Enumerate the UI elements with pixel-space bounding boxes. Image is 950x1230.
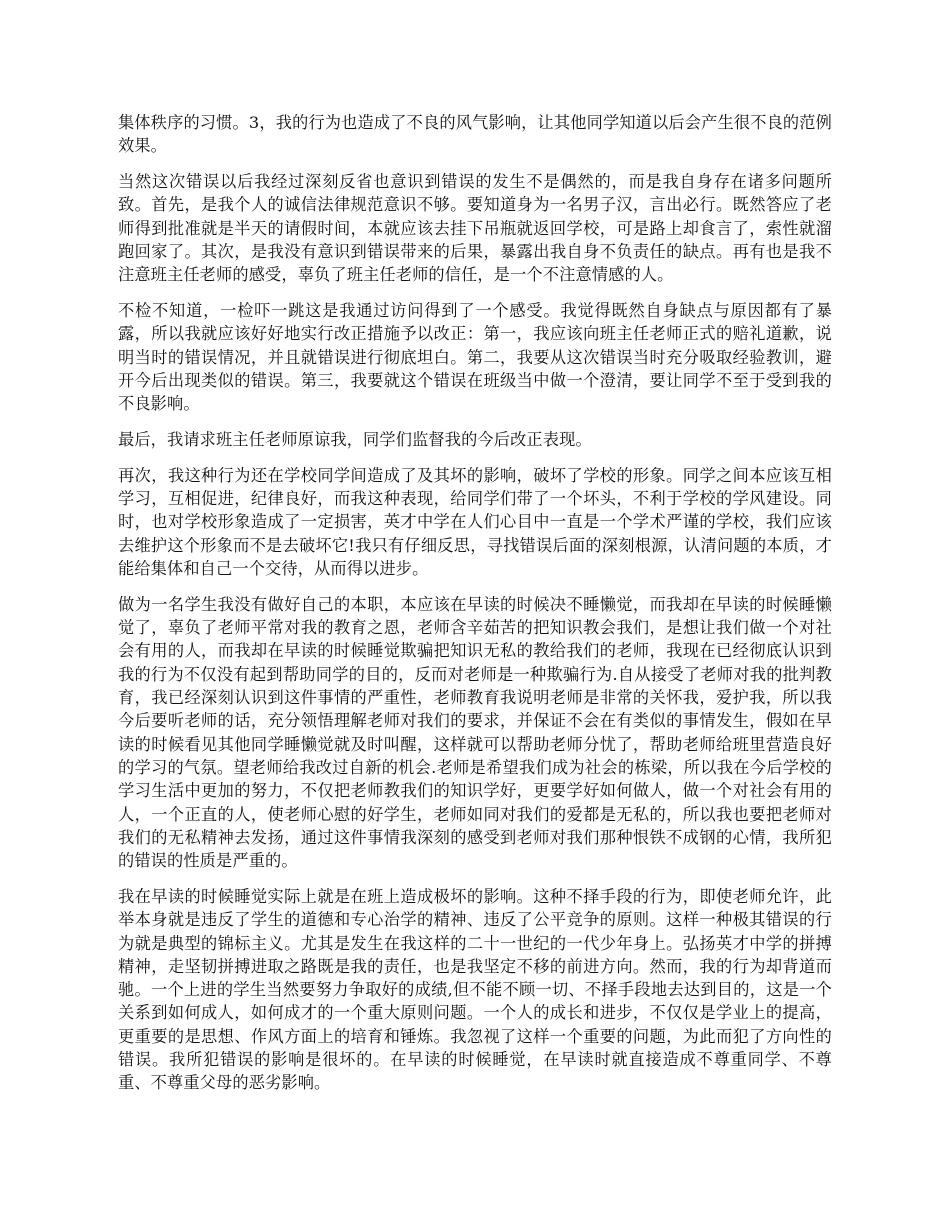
paragraph-1: 集体秩序的习惯。3，我的行为也造成了不良的风气影响，让其他同学知道以后会产生很不良的范例效果。 bbox=[118, 113, 832, 156]
paragraph-2: 当然这次错误以后我经过深刻反省也意识到错误的发生不是偶然的，而是我自身存在诸多问题所致。首先，是我个人的诚信法律规范意识不够。要知道身为一名男子汉，言出必行。既然答应了老师得到批准就是半天的请假时间，本就应该去挂下吊瓶就返回学校，可是路上却食言了，索性就溜跑回家了。其次，是我没有意识到错误带来的后果，暴露出我自身不负责任的缺点。再有也是我不注意班主任老师的感受，辜负了班主任老师的信任，是一个不注意情感的人。 bbox=[118, 172, 832, 285]
paragraph-6: 做为一名学生我没有做好自己的本职，本应该在早读的时候决不睡懒觉，而我却在早读的时候睡懒觉了，辜负了老师平常对我的教育之恩，老师含辛茹苦的把知识教会我们，是想让我们做一个对社会有用的人，而我却在早读的时候睡觉欺骗把知识无私的教给我们的老师，我现在已经彻底认识到我的行为不仅没有起到帮助同学的目的，反而对老师是一种欺骗行为.自从接受了老师对我的批判教育，我已经深刻认识到这件事情的严重性，老师教育我说明老师是非常的关怀我，爱护我，所以我今后要听老师的话，充分领悟理解老师对我们的要求，并保证不会在有类似的事情发生，假如在早读的时候看见其他同学睡懒觉就及时叫醒，这样就可以帮助老师分忧了，帮助老师给班里营造良好的学习的气氛。望老师给我改过自新的机会.老师是希望我们成为社会的栋梁，所以我在今后学校的学习生活中更加的努力，不仅把老师教我们的知识学好，更要学好如何做人，做一个对社会有用的人，一个正直的人，使老师心慰的好学生，老师如同对我们的爱都是无私的，所以我也要把老师对我们的无私精神去发扬，通过这件事情我深刻的感受到老师对我们那种恨铁不成钢的心情，我所犯的错误的性质是严重的。 bbox=[118, 594, 832, 871]
paragraph-5: 再次，我这种行为还在学校同学间造成了及其坏的影响，破坏了学校的形象。同学之间本应该互相学习，互相促进，纪律良好，而我这种表现，给同学们带了一个坏头，不利于学校的学风建设。同时，也对学校形象造成了一定损害，英才中学在人们心目中一直是一个学术严谨的学校，我们应该去维护这个形象而不是去破坏它!我只有仔细反思，寻找错误后面的深刻根源，认清问题的本质，才能给集体和自己一个交待，从而得以进步。 bbox=[118, 465, 832, 579]
paragraph-3: 不检不知道，一检吓一跳这是我通过访问得到了一个感受。我觉得既然自身缺点与原因都有了暴露，所以我就应该好好地实行改正措施予以改正：第一，我应该向班主任老师正式的赔礼道歉，说明当时的错误情况，并且就错误进行彻底坦白。第二，我要从这次错误当时充分吸取经验教训，避开今后出现类似的错误。第三，我要就这个错误在班级当中做一个澄清，要让同学不至于受到我的不良影响。 bbox=[118, 301, 832, 414]
paragraph-4: 最后，我请求班主任老师原谅我，同学们监督我的今后改正表现。 bbox=[118, 430, 592, 450]
paragraph-7: 我在早读的时候睡觉实际上就是在班上造成极坏的影响。这种不择手段的行为，即使老师允许，此举本身就是违反了学生的道德和专心治学的精神、违反了公平竞争的原则。这样一种极其错误的行为就是典型的锦标主义。尤其是发生在我这样的二十一世纪的一代少年身上。弘扬英才中学的拼搏精神，走坚韧拼搏进取之路既是我的责任，也是我坚定不移的前进方向。然而，我的行为却背道而驰。一个上进的学生当然要努力争取好的成绩,但不能不顾一切、不择手段地去达到目的，这是一个关系到如何成人，如何成才的一个重大原则问题。一个人的成长和进步，不仅仅是学业上的提高，更重要的是思想、作风方面上的培育和锤炼。我忽视了这样一个重要的问题，为此而犯了方向性的错误。我所犯错误的影响是很坏的。在早读的时候睡觉，在早读时就直接造成不尊重同学、不尊重、不尊重父母的恶劣影响。 bbox=[118, 886, 832, 1093]
